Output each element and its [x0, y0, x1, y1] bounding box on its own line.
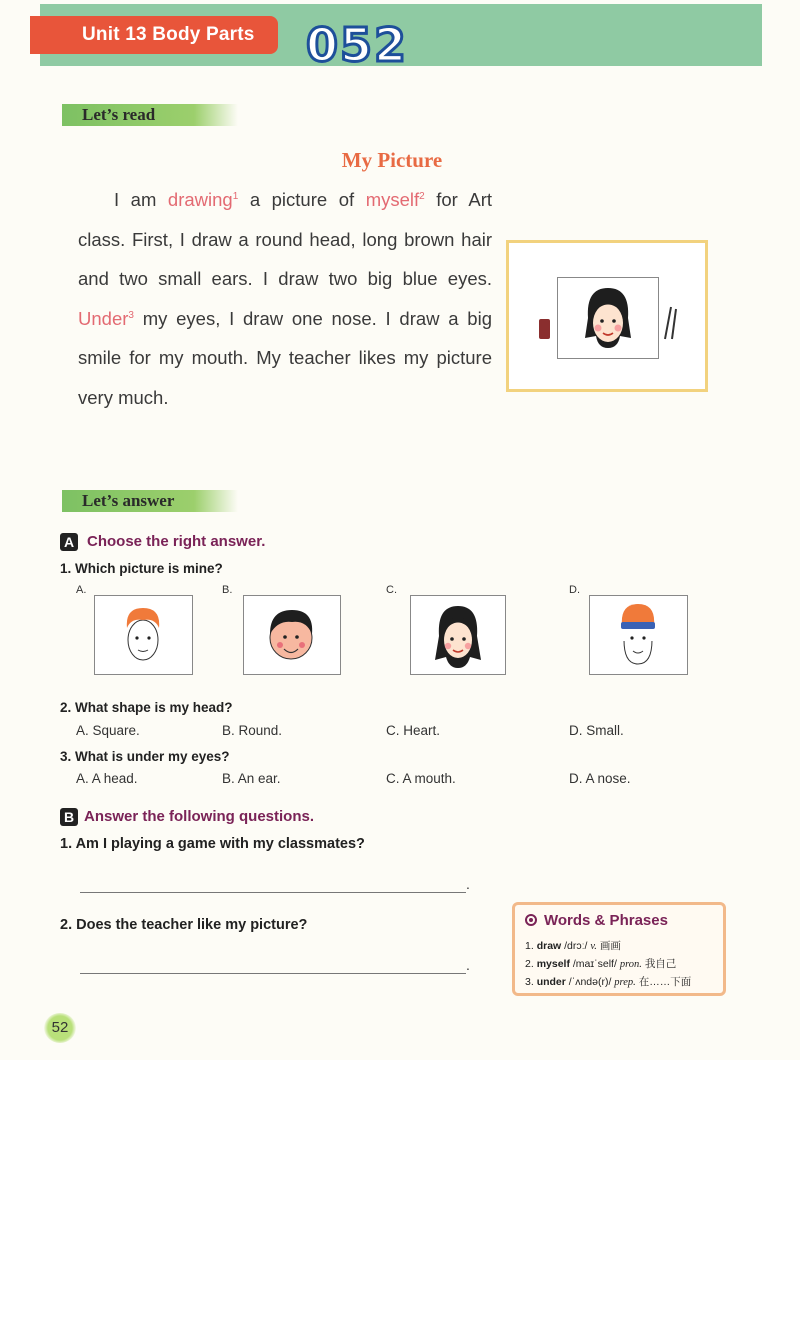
section-tag-read: Let’s read — [62, 104, 238, 126]
vocab-word-under: Under — [78, 307, 129, 329]
word-meaning: 在……下面 — [638, 976, 692, 988]
question-b1: 1. Am I playing a game with my classmates? — [60, 836, 365, 852]
option-a3-a[interactable]: A. A head. — [76, 771, 138, 786]
picture-option-c-label[interactable]: C. — [386, 584, 397, 596]
page-number: 52 — [44, 1013, 76, 1043]
word-item — [525, 938, 621, 953]
option-a2-a[interactable]: A. Square. — [76, 723, 140, 738]
unit-title: Unit 13 Body Parts — [30, 16, 278, 54]
footnote-marker: 1 — [232, 190, 239, 202]
answer-line-b1[interactable] — [80, 880, 466, 893]
word-term: under — [536, 976, 566, 988]
vocab-word-drawing: drawing — [167, 189, 233, 210]
part-a-title: Choose the right answer. — [87, 533, 266, 550]
word-meaning: 画画 — [599, 940, 621, 952]
curly-red-hair-boy-icon — [95, 596, 192, 674]
round-face-boy-icon — [244, 596, 340, 674]
option-a2-d[interactable]: D. Small. — [569, 723, 624, 738]
page-code: 052 — [306, 18, 409, 72]
pencil-icon — [661, 303, 681, 343]
question-a3: 3. What is under my eyes? — [60, 749, 230, 764]
vocab-word-myself: myself — [365, 189, 420, 210]
option-a3-c[interactable]: C. A mouth. — [386, 771, 456, 786]
footnote-marker: 3 — [128, 309, 134, 321]
word-phonetic: /maɪˈself/ — [572, 958, 617, 970]
story-illustration — [506, 240, 708, 392]
picture-option-d[interactable] — [589, 595, 688, 675]
word-pos: v. — [590, 941, 597, 952]
word-term: draw — [536, 940, 562, 952]
part-b-badge: B — [60, 808, 78, 826]
picture-option-a[interactable] — [94, 595, 193, 675]
footnote-marker: 2 — [419, 190, 425, 202]
word-number: 1. — [525, 940, 534, 952]
picture-option-c[interactable] — [410, 595, 506, 675]
answer-period-b1: . — [466, 876, 470, 892]
word-phonetic: /ˈʌndə(r)/ — [568, 976, 612, 988]
word-item — [525, 956, 676, 971]
option-a3-d[interactable]: D. A nose. — [569, 771, 631, 786]
picture-option-b[interactable] — [243, 595, 341, 675]
question-b2: 2. Does the teacher like my picture? — [60, 917, 308, 933]
words-phrases-box — [512, 902, 726, 996]
eraser-icon — [539, 319, 550, 339]
words-phrases-title — [525, 912, 668, 929]
drawing-paper — [557, 277, 659, 359]
long-hair-girl-icon — [411, 596, 505, 674]
story-title: My Picture — [341, 148, 443, 172]
word-term: myself — [536, 958, 570, 970]
word-number: 3. — [525, 976, 534, 988]
part-a-badge: A — [60, 533, 78, 551]
word-meaning: 我自己 — [644, 958, 677, 970]
story-segment: a picture of — [238, 189, 366, 210]
story-text — [78, 180, 492, 418]
story-segment: for Art class. First, I draw a round head, long brown hair and two small ears. I draw two big blue eyes. — [78, 189, 492, 290]
word-phonetic: /drɔː/ — [564, 940, 588, 952]
question-a1: 1. Which picture is mine? — [60, 561, 223, 576]
word-pos: pron. — [619, 959, 642, 970]
target-circle-icon — [525, 914, 537, 926]
story-segment: my eyes, I draw one nose. I draw a big smile for my mouth. My teacher likes my picture very much. — [78, 307, 492, 408]
option-a2-c[interactable]: C. Heart. — [386, 723, 441, 738]
part-b-title: Answer the following questions. — [84, 808, 315, 825]
question-a2: 2. What shape is my head? — [60, 700, 233, 715]
section-tag-answer: Let’s answer — [62, 490, 238, 512]
answer-period-b2: . — [466, 957, 470, 973]
story-segment: I am — [114, 189, 168, 210]
word-pos: prep. — [614, 977, 636, 988]
word-number: 2. — [525, 958, 534, 970]
word-item — [525, 974, 691, 989]
girl-face-icon — [558, 278, 658, 358]
option-a2-b[interactable]: B. Round. — [222, 723, 283, 738]
picture-option-a-label[interactable]: A. — [76, 584, 87, 596]
picture-option-d-label[interactable]: D. — [569, 584, 580, 596]
headband-boy-icon — [590, 596, 687, 674]
answer-line-b2[interactable] — [80, 961, 466, 974]
words-phrases-title-text: Words & Phrases — [544, 912, 668, 929]
picture-option-b-label[interactable]: B. — [222, 584, 233, 596]
option-a3-b[interactable]: B. An ear. — [222, 771, 281, 786]
